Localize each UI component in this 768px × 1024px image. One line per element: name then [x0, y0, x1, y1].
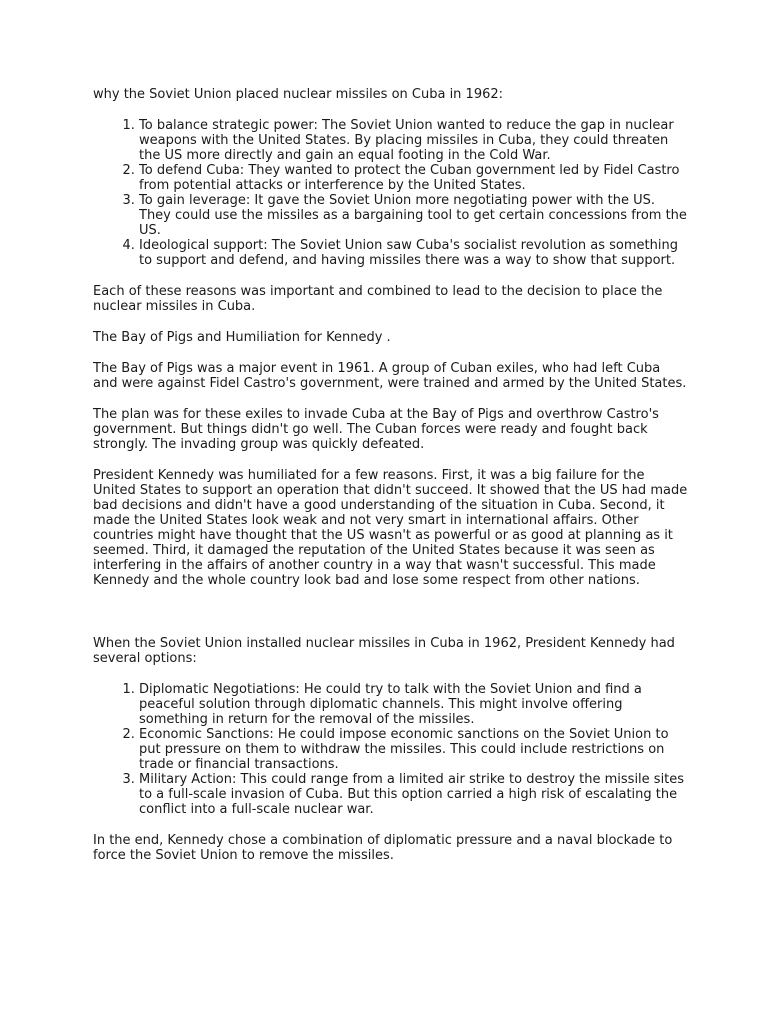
- list-item: 3. Military Action: This could range from a limited air strike to destroy the missile sites to a full-scale invasion of Cuba. But this option carried a high risk of escalating the conflict into a full-scale nuclear war.: [139, 772, 688, 817]
- bay-of-pigs-paragraph: The Bay of Pigs was a major event in 1961. A group of Cuban exiles, who had left Cuba and were against Fidel Castro's government, were trained and armed by the United States.: [93, 361, 687, 391]
- list-item: 2. Economic Sanctions: He could impose economic sanctions on the Soviet Union to put pressure on them to withdraw the missiles. This could include restrictions on trade or financial transactions.: [139, 727, 688, 772]
- blank-space: [93, 604, 688, 636]
- list-item: 3. To gain leverage: It gave the Soviet Union more negotiating power with the US. They could use the missiles as a bargaining tool to get certain concessions from the US.: [139, 193, 688, 238]
- reasons-summary-paragraph: Each of these reasons was important and combined to lead to the decision to place the nuclear missiles in Cuba.: [93, 284, 663, 314]
- bay-of-pigs-paragraph: The plan was for these exiles to invade Cuba at the Bay of Pigs and overthrow Castro's government. But things didn't go well. The Cuban forces were ready and fought back strongly. The invading group was quickly defeated.: [93, 407, 659, 452]
- intro-paragraph: why the Soviet Union placed nuclear missiles on Cuba in 1962:: [93, 87, 504, 102]
- list-item: 1. Diplomatic Negotiations: He could try to talk with the Soviet Union and find a peaceful solution through diplomatic channels. This might involve offering something in return for the removal of the missiles.: [139, 682, 688, 727]
- list-item: 4. Ideological support: The Soviet Union saw Cuba's socialist revolution as something to support and defend, and having missiles there was a way to show that support.: [139, 238, 688, 268]
- document-page: [93, 87, 688, 879]
- options-list: [93, 682, 688, 817]
- kennedy-humiliation-paragraph: President Kennedy was humiliated for a few reasons. First, it was a big failure for the United States to support an operation that didn't succeed. It showed that the US had made bad decisions and didn't have a good understanding of the situation in Cuba. Second, it made the United States look weak and not very smart in international affairs. Other countries might have thought that the US wasn't as powerful or as good at planning as it seemed. Third, it damaged the reputation of the United States because it was seen as interfering in the affairs of another country in a way that wasn't successful. This made Kennedy and the whole country look bad and lose some respect from other nations.: [93, 468, 688, 588]
- conclusion-paragraph: In the end, Kennedy chose a combination of diplomatic pressure and a naval blockade to force the Soviet Union to remove the missiles.: [93, 833, 673, 863]
- list-item: 2. To defend Cuba: They wanted to protect the Cuban government led by Fidel Castro from potential attacks or interference by the United States.: [139, 163, 688, 193]
- list-item: 1. To balance strategic power: The Soviet Union wanted to reduce the gap in nuclear weapons with the United States. By placing missiles in Cuba, they could threaten the US more directly and gain an equal footing in the Cold War.: [139, 118, 688, 163]
- reasons-list: [93, 118, 688, 268]
- options-intro-paragraph: When the Soviet Union installed nuclear missiles in Cuba in 1962, President Kennedy had several options:: [93, 636, 675, 666]
- bay-of-pigs-heading: The Bay of Pigs and Humiliation for Kennedy .: [93, 330, 391, 345]
